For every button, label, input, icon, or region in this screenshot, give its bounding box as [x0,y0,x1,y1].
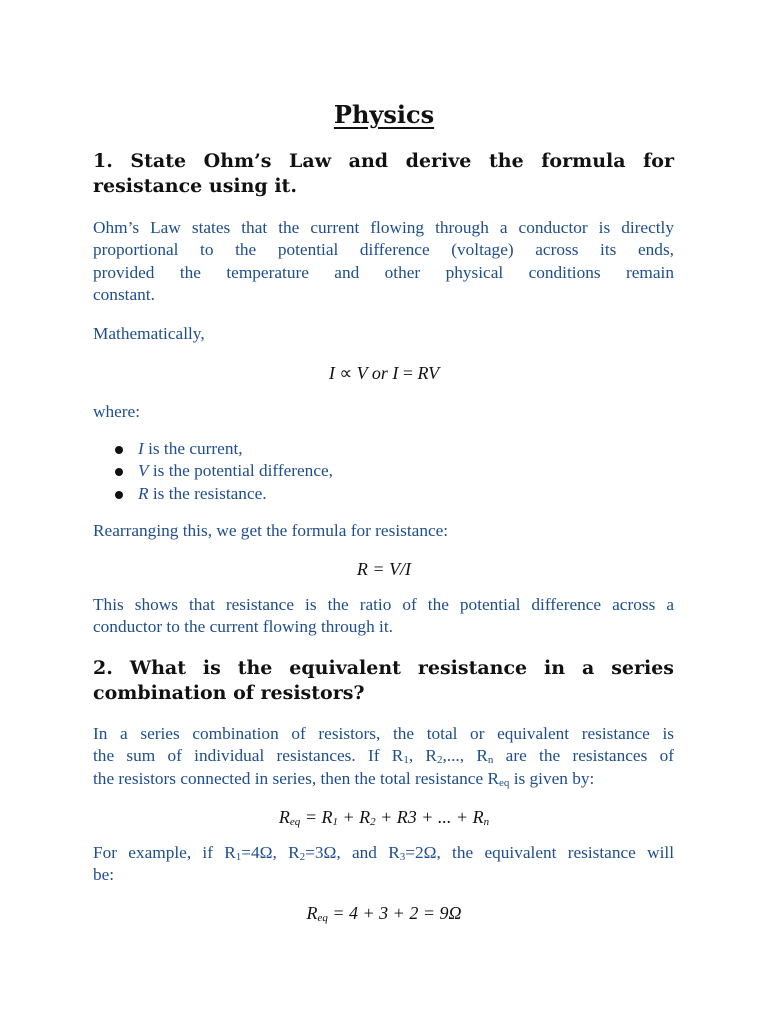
list-item-symbol: R [138,483,149,503]
question-1-heading-line-2: resistance using it. [93,175,297,197]
question-2-heading [93,656,674,706]
subscript: eq [289,816,301,828]
text-run: the resistors connected in series, then the total resistance R [93,768,499,788]
bullet-icon [115,446,123,454]
text-run: the sum of individual resistances. If R [93,746,404,766]
subscript: 3 [399,851,406,863]
list-item [93,460,674,482]
paragraph-line [93,842,674,864]
subscript: eq [498,776,510,789]
formula-symbol: RV [417,363,440,383]
mathematically-label: Mathematically, [93,324,205,343]
formula-symbol: I [328,363,335,383]
paragraph-line: This shows that resistance is the ratio of the potential difference across a [93,595,674,614]
paragraph-line: be: [93,865,115,885]
subscript: 2 [370,816,376,828]
text-run: ,..., R [442,746,488,766]
formula-symbol: I [392,363,399,383]
formula-text: = 4 + 3 + 2 = 9Ω [327,903,462,923]
rearranging-paragraph: Rearranging this, we get the formula for resistance: [93,521,449,540]
bullet-icon [115,491,123,499]
subscript: 2 [436,754,443,767]
series-paragraph [93,723,674,790]
symbol-definition-list [93,438,674,505]
text-run: =2Ω, the equivalent resistance will [405,843,674,862]
subscript: 1 [235,851,242,863]
page-title: Physics [333,100,435,129]
list-item-text: is the potential difference, [148,461,333,481]
formula-symbol: V [356,363,368,383]
list-item-symbol: I [138,439,144,458]
subscript: 1 [332,816,338,828]
question-2-heading-line-2: combination of resistors? [93,682,365,704]
ohms-law-formula [0,361,768,385]
text-run: =4Ω, R [241,843,300,862]
subscript: eq [317,912,328,924]
formula-text: = R [300,807,333,827]
paragraph-line [93,768,674,790]
formula-text: + R [337,807,371,827]
list-item [93,438,674,460]
text-run: is given by: [509,768,595,788]
paragraph-line: In a series combination of resistors, the total or equivalent resistance is [93,724,674,743]
where-label: where: [93,402,141,421]
paragraph-line: provided the temperature and other physical conditions remain [93,262,674,282]
question-1-heading-line-1: 1. State Ohm’s Law and derive the formula for [93,150,674,172]
text-run: =3Ω, and R [305,843,400,862]
text-run: , R [408,746,437,766]
list-item-symbol: V [138,461,149,481]
series-formula [0,805,768,829]
formula-operator: ∝ [334,363,357,383]
formula-text: + ... + R [416,807,484,827]
paragraph-line: constant. [93,284,155,304]
subscript: 2 [299,851,306,863]
paragraph-line: conductor to the current flowing through it. [93,617,393,637]
formula-text: or [367,363,393,383]
question-2-heading-line-1: 2. What is the equivalent resistance in a series [93,657,674,679]
list-item-text: is the current, [143,439,243,458]
formula-text: 3 [407,807,417,827]
example-paragraph [93,842,674,887]
formula-operator: = [398,363,418,383]
resistance-formula: R = V/I [356,559,412,579]
list-item-text: is the resistance. [148,483,267,503]
bullet-icon [115,468,123,476]
list-item [93,483,674,505]
paragraph-line [93,745,674,767]
text-run: For example, if R [93,843,236,862]
subscript: 1 [403,754,409,767]
formula-symbol: R [306,903,318,923]
ohms-law-paragraph [93,217,674,306]
text-run: are the resistances of [493,746,674,766]
formula-symbol: R [278,807,290,827]
question-1-heading [93,149,674,199]
formula-text: + R [375,807,408,827]
example-formula [0,901,768,925]
paragraph-line: proportional to the potential difference (voltage) across its ends, [93,240,674,260]
subscript: n [483,816,490,828]
conclusion-paragraph [93,594,674,639]
paragraph-line: Ohm’s Law states that the current flowing through a conductor is directly [93,218,674,237]
subscript: n [487,754,494,767]
